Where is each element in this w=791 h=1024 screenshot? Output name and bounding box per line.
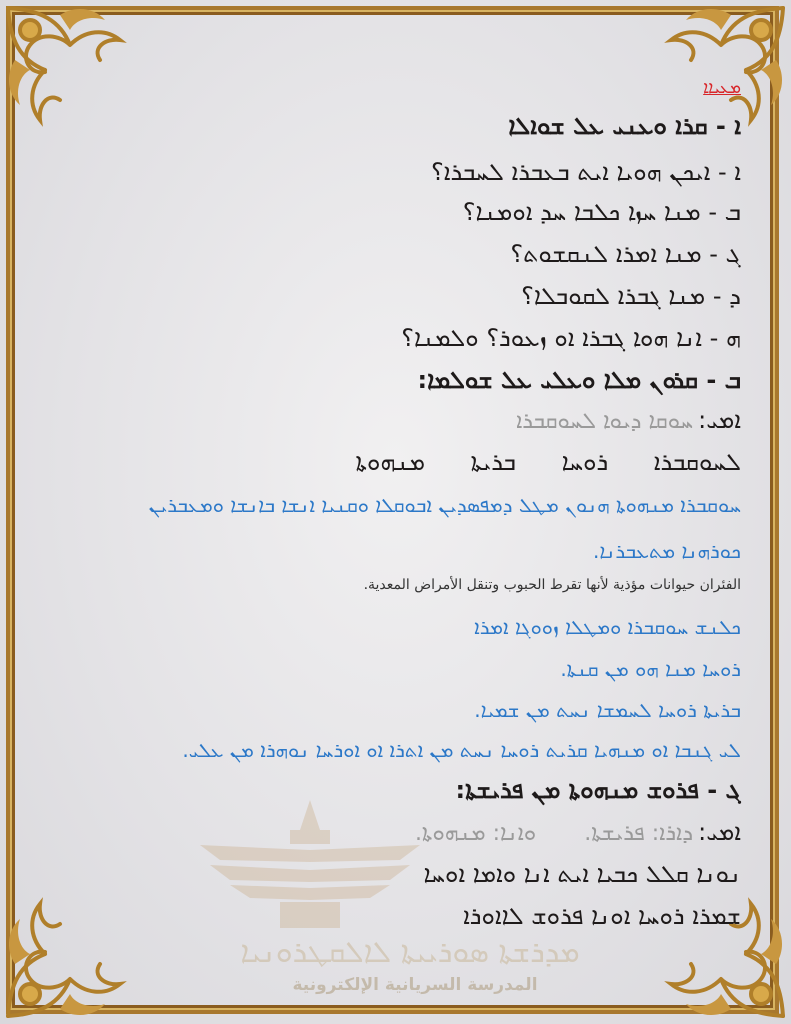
section-c-heading: ܓ - ܦܪܘܫ ܡܢܗܘܬܐ ܡܢ ܦܪܝܫܬܐ: [455, 776, 741, 804]
question-5: ܗ - ܐܢܐ ܗܘܐ ܓܒܪܐ ܐܘ ܙܥܘܪ؟ ܘܠܡܢܐ؟ [401, 324, 741, 352]
example-text: ܚܘܩܐ ܕܝܘܐ ܠܚܘܩܒܪܐ [516, 409, 694, 434]
instruction-heading: ܐ - ܩܪܐ ܘܥܢܝ ܥܠ ܫܘܐܠܐ [508, 112, 741, 140]
example2-item: ܘܐܢܐ: ܡܢܗܘܬܐ. [414, 821, 537, 846]
word-item: ܡܢܗܘܬܐ [355, 448, 426, 476]
example2-item: ܕܐܪܐ: ܦܪܝܫܬܐ. [584, 821, 694, 846]
answer-line-3: ܒܪܝܬܐ ܪܘܚܐ ܠܚܡܫܐ ܢܚܬ ܡܢ ܫܡܝܐ. [474, 698, 741, 722]
section-title: ܡܥܝܐܐ [703, 78, 741, 98]
answer-line-2: ܪܘܚܐ ܡܢܐ ܗܘ ܡܢ ܩܢܬܐ. [560, 657, 741, 681]
exercise-line-2: ܫܡܪܐ ܪܘܚܐ ܐܘܢܐ ܦܪܘܫ ܠܐܐܘܪܐ [463, 902, 741, 930]
answer-paragraph: ܚܘܩܒܪܐ ܡܢܗܘܬܐ ܗܢܘܢ ܡܛܠ ܕܡܦܣܕܝܢ ܐܒܘܩܠܐ ܘܩܢܝܐ ܐܢܫܐ ܒܐܢܫܐ ܘܡܥܒܪܝܢ ܟܘܪܗܢܐ ܡܬܥܒܪܢܐ. [148, 493, 741, 563]
question-4: ܕ - ܡܢܐ ܓܒܪܐ ܠܩܘܒܠܐ؟ [521, 282, 741, 310]
word-row [90, 448, 741, 476]
arabic-translation: الفئران حيوانات مؤذية لأنها تقرط الحبوب وتنقل الأمراض المعدية. [363, 577, 741, 593]
example2-label: ܐܡܝ: [698, 818, 741, 846]
example-row [90, 406, 741, 434]
answer-line-1: ܟܠܢܫ ܚܘܩܒܪܐ ܘܡܛܠܐ ܙܘܘܓܐ ܐܡܪܐ [474, 615, 741, 639]
word-item: ܪܘܚܐ [561, 448, 609, 476]
word-item: ܒܪܝܬܐ [470, 448, 516, 476]
word-item: ܠܚܘܩܒܪܐ [653, 448, 741, 476]
question-1: ܐ - ܐܝܟܢ ܗܘܝܐ ܐܝܬ ܒܥܒܪܐ ܠܚܒܪܐ؟ [431, 158, 741, 186]
watermark-arabic-text: المدرسة السريانية الإلكترونية [292, 975, 538, 995]
exercise-line-1: ܢܘܢܐ ܩܠܠ ܟܒܝܐ ܐܝܬ ܐܢܐ ܘܐܡܐ ܐܘܚܐ [423, 860, 741, 888]
question-2: ܒ - ܡܢܐ ܚܙܐ ܟܠܒܐ ܚܕ ܐܘܡܢܐ؟ [462, 198, 741, 226]
example-label: ܐܡܝ: [698, 406, 741, 434]
example2-row [90, 818, 741, 846]
section-b-heading: ܒ - ܩܪܘܢ ܡܠܐ ܘܥܠܝ ܥܠ ܫܘܠܡܐ: [417, 366, 741, 394]
watermark-syriac-text: ܡܕܪܫܬܐ ܣܘܪܝܝܬܐ ܠܐܠܩܛܪܘܢܝܐ [240, 935, 580, 970]
answer-line-4: ܠܝ ܓܢܒܐ ܐܘ ܡܢܗܝܐ ܩܪܝܬ ܪܘܚܐ ܢܚܬ ܡܢ ܐܬܪܐ ܐܘ ܐܘܪܚܐ ܢܘܗܪܐ ܡܢ ܥܠܝ. [182, 738, 741, 762]
worksheet-content [90, 70, 741, 954]
question-3: ܓ - ܡܢܐ ܐܡܪܐ ܠܢܩܫܘܬ؟ [510, 240, 741, 268]
